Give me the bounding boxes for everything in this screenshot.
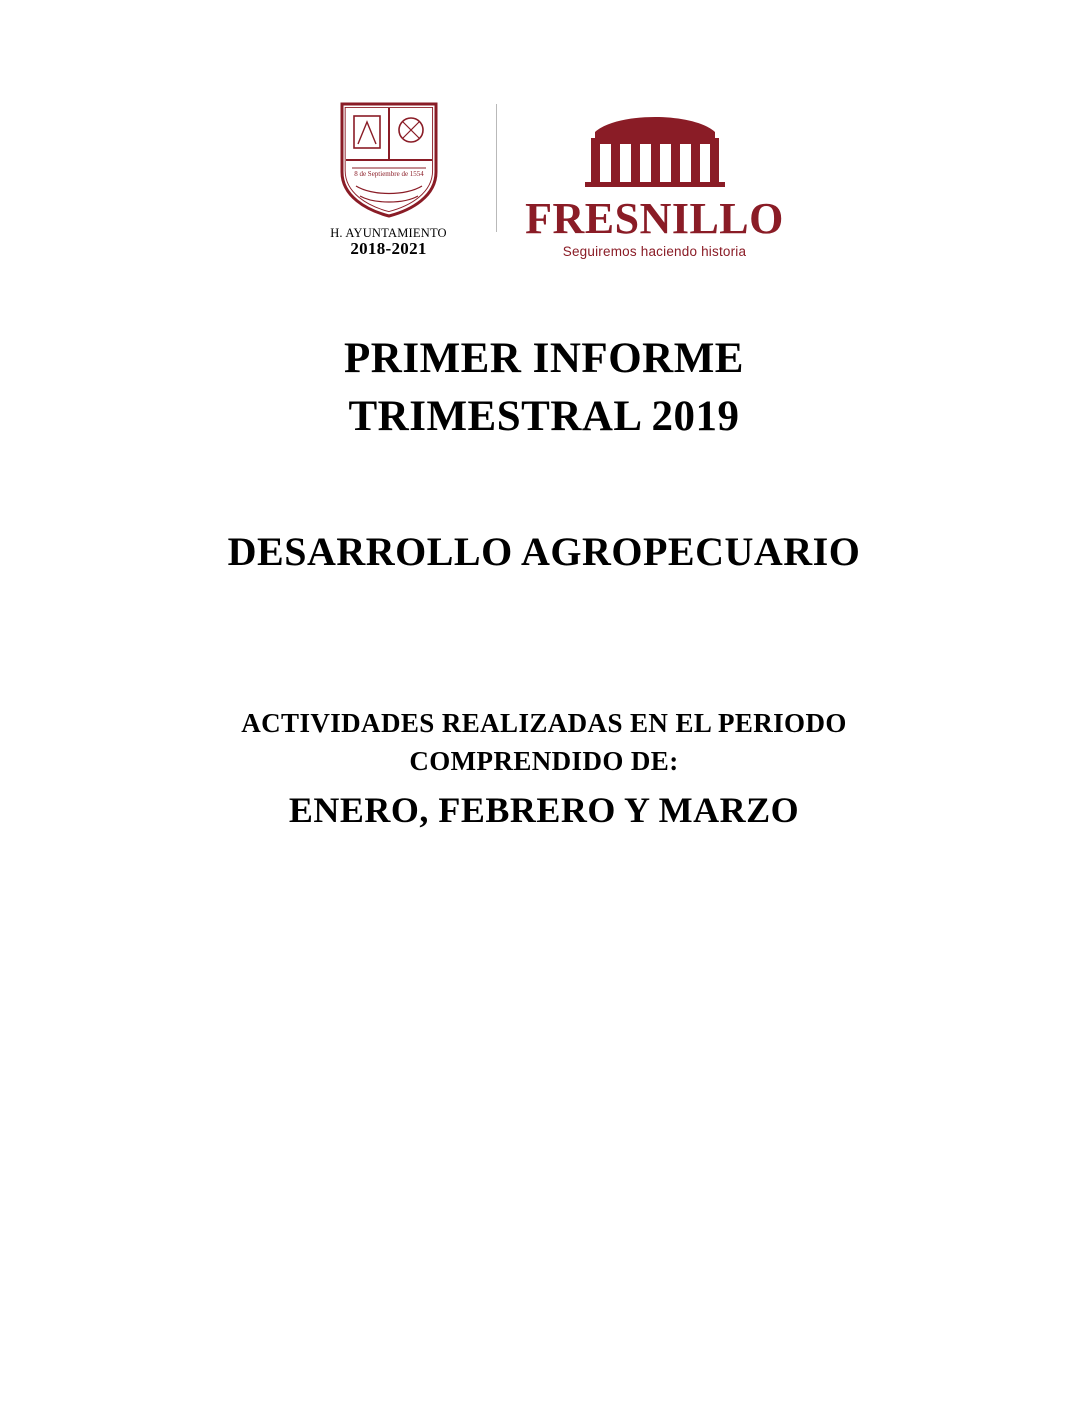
crest-caption-line1: H. AYUNTAMIENTO bbox=[330, 226, 447, 240]
subtitle-line-1: ACTIVIDADES REALIZADAS EN EL PERIODO bbox=[241, 708, 847, 738]
fresnillo-logo-block bbox=[525, 100, 785, 259]
crest-caption-line2: 2018-2021 bbox=[350, 239, 427, 259]
title-line-1: PRIMER INFORME bbox=[344, 335, 744, 382]
crest-caption bbox=[330, 227, 447, 258]
coat-of-arms-block bbox=[304, 100, 474, 258]
subtitle-months: ENERO, FEBRERO Y MARZO bbox=[288, 789, 800, 830]
header-divider bbox=[496, 104, 497, 232]
municipal-coat-of-arms-icon bbox=[334, 100, 444, 225]
fresnillo-tagline: Seguiremos haciendo historia bbox=[562, 244, 747, 259]
fresnillo-wordmark: FRESNILLO bbox=[525, 194, 784, 243]
subtitle-line-2: COMPRENDIDO DE: bbox=[409, 745, 679, 776]
document-title-block bbox=[0, 330, 1088, 575]
fresnillo-arch-logo-icon bbox=[555, 112, 755, 195]
title-line-2: TRIMESTRAL 2019 bbox=[348, 393, 740, 441]
document-subtitle-block bbox=[0, 705, 1088, 831]
document-header bbox=[0, 100, 1088, 260]
department-title: DESARROLLO AGROPECUARIO bbox=[227, 529, 861, 575]
svg-text:8 de Septiembre de 1554: 8 de Septiembre de 1554 bbox=[353, 170, 424, 178]
